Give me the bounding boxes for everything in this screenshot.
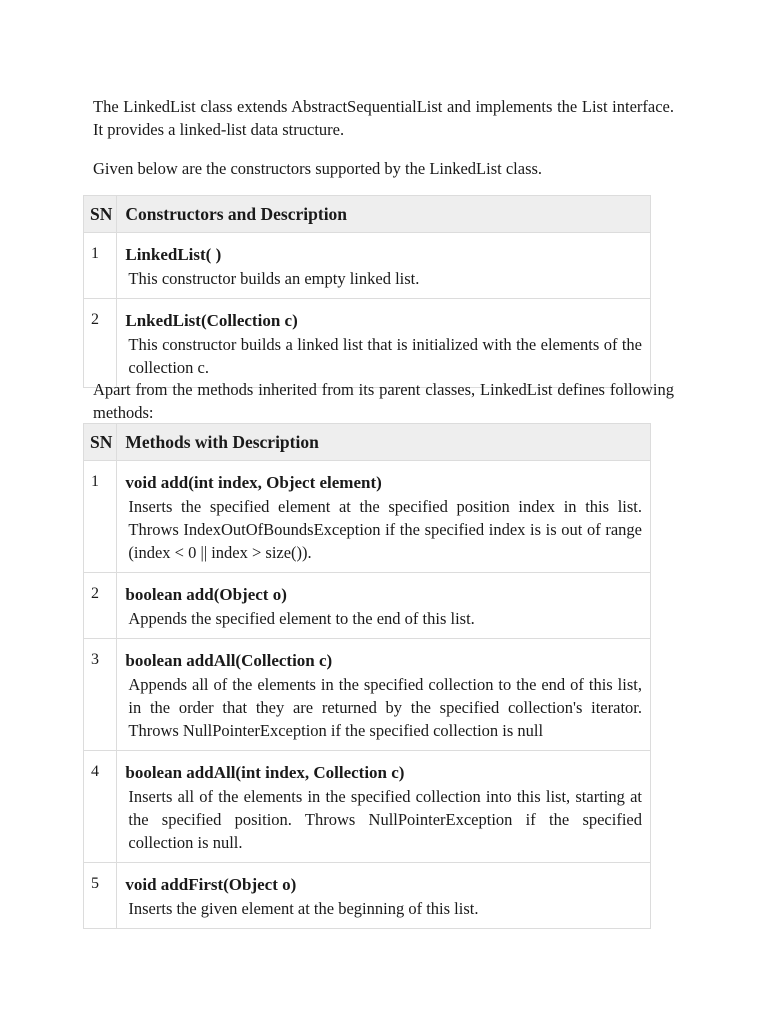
row-number: 5 — [84, 863, 117, 929]
methods-table — [83, 423, 651, 929]
row-content — [117, 233, 651, 299]
table-row — [84, 461, 651, 573]
table-header-row — [84, 196, 651, 233]
constructors-table — [83, 195, 651, 388]
row-title: void add(int index, Object element) — [125, 473, 382, 492]
row-description: Inserts the given element at the beginning of this list. — [128, 899, 479, 918]
intro-paragraph: The LinkedList class extends AbstractSequentialList and implements the List interface. It provides a linked-list data structure. — [93, 97, 674, 139]
row-title: LinkedList( ) — [125, 245, 222, 264]
table-row — [84, 751, 651, 863]
row-number: 2 — [84, 573, 117, 639]
row-description: Inserts the specified element at the specified position index in this list. Throws IndexOutOfBoundsException if the specified index is is out of range (index < 0 || index > size()). — [128, 497, 642, 562]
row-number: 4 — [84, 751, 117, 863]
row-content — [117, 573, 651, 639]
table-row — [84, 233, 651, 299]
table-header-row — [84, 424, 651, 461]
row-description: This constructor builds an empty linked list. — [128, 269, 420, 288]
row-title: void addFirst(Object o) — [125, 875, 297, 894]
row-description: This constructor builds a linked list that is initialized with the elements of the collection c. — [128, 335, 642, 377]
column-header-sn: SN — [84, 196, 117, 233]
column-header-description: Methods with Description — [117, 424, 651, 461]
row-content — [117, 299, 651, 388]
row-content — [117, 461, 651, 573]
constructors-intro-paragraph: Given below are the constructors supported by the LinkedList class. — [93, 159, 543, 178]
row-description: Appends the specified element to the end of this list. — [128, 609, 475, 628]
row-title: boolean addAll(int index, Collection c) — [125, 763, 405, 782]
column-header-sn: SN — [84, 424, 117, 461]
table-row — [84, 299, 651, 388]
row-number: 1 — [84, 461, 117, 573]
table-row — [84, 863, 651, 929]
row-title: boolean addAll(Collection c) — [125, 651, 333, 670]
row-content — [117, 751, 651, 863]
row-description: Inserts all of the elements in the specified collection into this list, starting at the specified position. Throws NullPointerException if the specified collection is null. — [128, 787, 642, 852]
row-number: 3 — [84, 639, 117, 751]
methods-intro-paragraph: Apart from the methods inherited from its parent classes, LinkedList defines following methods: — [93, 380, 674, 422]
row-title: boolean add(Object o) — [125, 585, 287, 604]
row-description: Appends all of the elements in the specified collection to the end of this list, in the order that they are returned by the specified collection's iterator. Throws NullPointerException if the specified collection is null — [128, 675, 642, 740]
table-row — [84, 573, 651, 639]
row-number: 1 — [84, 233, 117, 299]
table-row — [84, 639, 651, 751]
row-number: 2 — [84, 299, 117, 388]
row-content — [117, 639, 651, 751]
row-content — [117, 863, 651, 929]
column-header-description: Constructors and Description — [117, 196, 651, 233]
row-title: LnkedList(Collection c) — [125, 311, 298, 330]
